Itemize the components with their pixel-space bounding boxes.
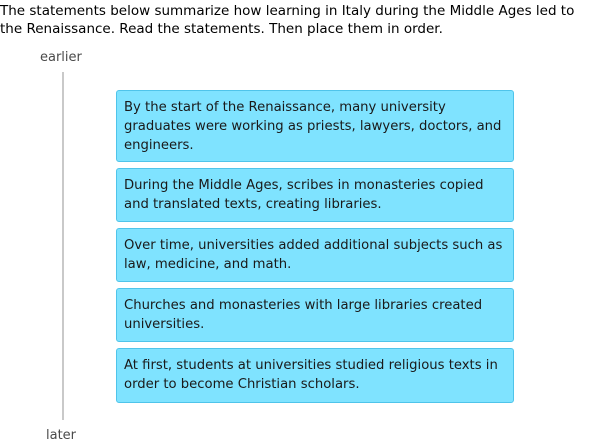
timeline-start-label: earlier [40, 50, 82, 65]
timeline-line [62, 72, 64, 420]
draggable-statement-card[interactable]: At first, students at universities studied religious texts in order to become Christian scholars. [116, 348, 514, 403]
sortable-statement-list [116, 90, 514, 403]
timeline-end-label: later [46, 428, 77, 443]
draggable-statement-card[interactable]: Churches and monasteries with large libraries created universities. [116, 288, 514, 342]
draggable-statement-card[interactable]: By the start of the Renaissance, many university graduates were working as priests, lawyers, doctors, and engineers. [116, 90, 514, 162]
draggable-statement-card[interactable]: During the Middle Ages, scribes in monasteries copied and translated texts, creating libraries. [116, 168, 514, 222]
draggable-statement-card[interactable]: Over time, universities added additional subjects such as law, medicine, and math. [116, 228, 514, 282]
instructions-text: The statements below summarize how learning in Italy during the Middle Ages led to the Renaissance. Read the statements. Then place them in order. [0, 3, 575, 37]
